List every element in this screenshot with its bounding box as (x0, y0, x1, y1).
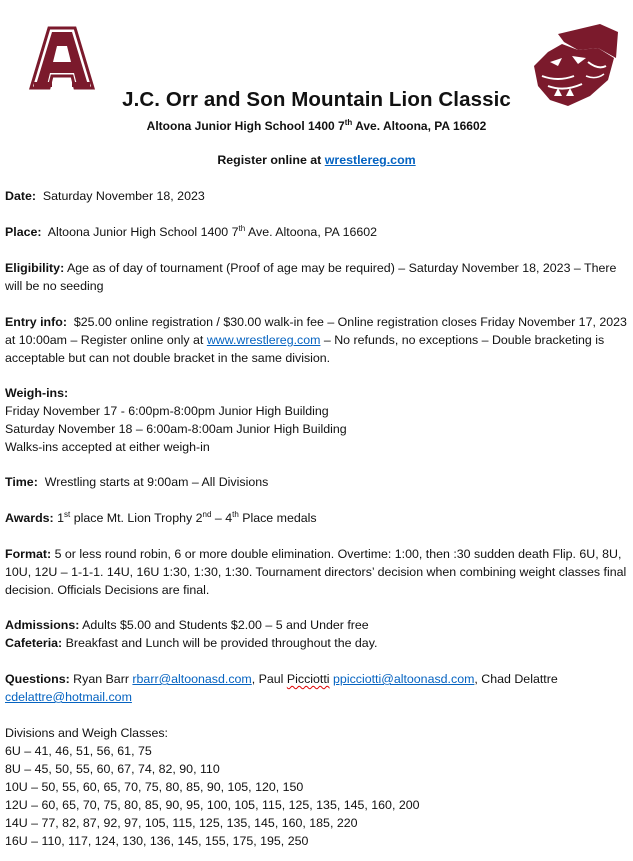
weigh-in-line: Saturday November 18 – 6:00am-8:00am Junior High Building (5, 422, 347, 436)
spellcheck-name: Picciotti (286, 672, 330, 686)
format-row (5, 545, 627, 599)
time-label: Time: (5, 475, 38, 489)
divisions-heading: Divisions and Weigh Classes: (5, 726, 168, 740)
place-label: Place: (5, 225, 42, 239)
time-value: Wrestling starts at 9:00am – All Divisions (44, 475, 269, 489)
email-link-rbarr[interactable]: rbarr@altoonasd.com (132, 672, 252, 686)
questions-label: Questions: (5, 672, 70, 686)
admissions-value: Adults $5.00 and Students $2.00 – 5 and Under free (82, 618, 369, 632)
admissions-cafeteria-section (5, 616, 627, 652)
email-link-cdelattre[interactable]: cdelattre@hotmail.com (5, 690, 132, 704)
entry-info-label: Entry info: (5, 315, 67, 329)
awards-value: 1st place Mt. Lion Trophy 2nd – 4th Place medals (57, 510, 317, 525)
wrestlereg-www-link[interactable]: www.wrestlereg.com (206, 333, 321, 347)
awards-label: Awards: (5, 511, 54, 525)
place-value: Altoona Junior High School 1400 7th Ave. Altoona, PA 16602 (47, 224, 378, 239)
cafeteria-label: Cafeteria: (5, 636, 63, 650)
weigh-ins-section (5, 384, 627, 456)
wrestlereg-link[interactable]: wrestlereg.com (324, 153, 416, 167)
altoona-a-logo (27, 24, 97, 94)
division-line: 12U – 60, 65, 70, 75, 80, 85, 90, 95, 100, 105, 115, 125, 135, 145, 160, 200 (5, 798, 420, 812)
eligibility-value: Age as of day of tournament (Proof of age may be required) – Saturday November 18, 2023 – There will be no seeding (5, 261, 617, 293)
register-line: Register online at wrestlereg.com (217, 153, 416, 167)
weigh-in-line: Walks-ins accepted at either weigh-in (5, 440, 210, 454)
eligibility-row (5, 259, 627, 295)
questions-row: Questions: Ryan Barr rbarr@altoonasd.com, Paul Picciotti ppicciotti@altoonasd.com, Chad Delattre cdelattre@hotmail.com (5, 672, 558, 704)
format-value: 5 or less round robin, 6 or more double elimination. Overtime: 1:00, then :30 sudden death Flip. 6U, 8U, 10U, 12U – 1-1-1. 14U, 16U 1:30, 1:30, 1:30. Tournament directors’ decision when combining weight classes final decision. Officials Decisions are final. (5, 547, 627, 597)
entry-info-row: Entry info: $25.00 online registration / $30.00 walk-in fee – Online registration closes Friday November 17, 2023 at 10:00am – Register online only at www.wrestlereg.com – No refunds, no exceptions – Double bracketing is acceptable but can not double bracket in the same division. (5, 315, 627, 365)
date-label: Date: (5, 189, 36, 203)
a-letter-icon (27, 24, 97, 94)
format-label: Format: (5, 547, 52, 561)
weigh-in-line: Friday November 17 - 6:00pm-8:00pm Junior High Building (5, 404, 329, 418)
division-line: 14U – 77, 82, 87, 92, 97, 105, 115, 125, 135, 145, 160, 185, 220 (5, 816, 358, 830)
awards-row (5, 509, 627, 527)
weigh-ins-label: Weigh-ins: (5, 386, 69, 400)
division-line: 16U – 110, 117, 124, 130, 136, 145, 155, 175, 195, 250 (5, 834, 309, 848)
date-row (5, 187, 627, 205)
eligibility-label: Eligibility: (5, 261, 65, 275)
event-venue-subtitle: Altoona Junior High School 1400 7th Ave. Altoona, PA 16602 (146, 118, 487, 133)
email-link-ppicciotti[interactable]: ppicciotti@altoonasd.com (333, 672, 475, 686)
time-row (5, 473, 627, 491)
date-value: Saturday November 18, 2023 (42, 189, 205, 203)
division-line: 6U – 41, 46, 51, 56, 61, 75 (5, 744, 152, 758)
cafeteria-value: Breakfast and Lunch will be provided throughout the day. (65, 636, 378, 650)
admissions-label: Admissions: (5, 618, 80, 632)
divisions-section (5, 724, 627, 850)
place-row (5, 223, 627, 241)
division-line: 10U – 50, 55, 60, 65, 70, 75, 80, 85, 90, 105, 120, 150 (5, 780, 304, 794)
event-title: J.C. Orr and Son Mountain Lion Classic (122, 88, 511, 111)
division-line: 8U – 45, 50, 55, 60, 67, 74, 82, 90, 110 (5, 762, 220, 776)
